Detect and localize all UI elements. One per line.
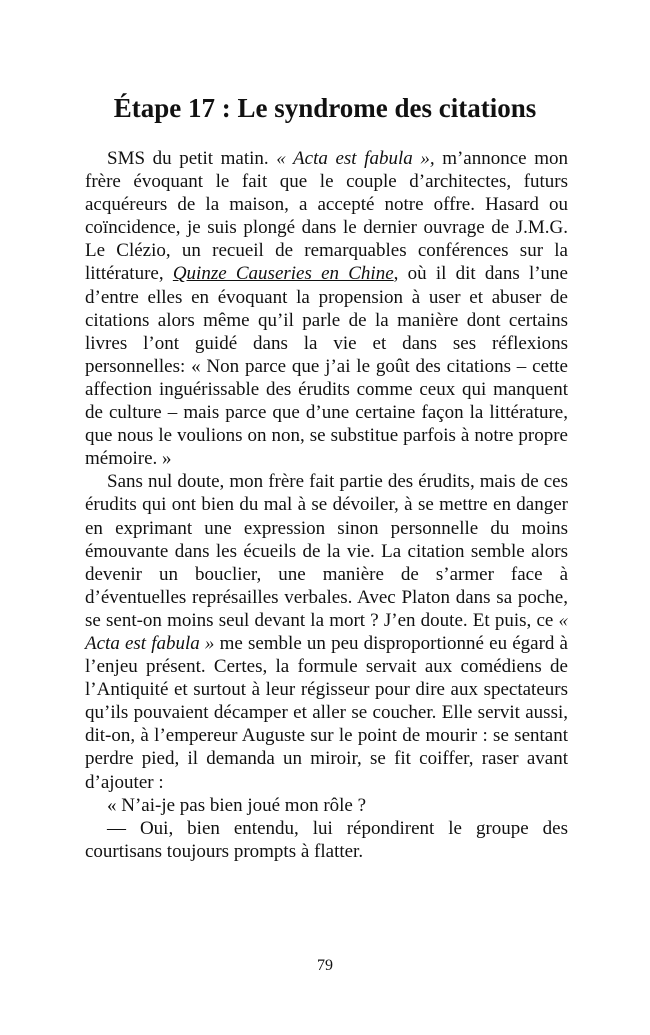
text-span: SMS du petit matin. <box>107 148 277 169</box>
body-text <box>85 147 568 863</box>
text-span: « N’ai-je pas bien joué mon rôle ? <box>107 794 367 816</box>
text-span: me semble un peu disproportionné eu égard à l’enjeu présent. Certes, la formule servait aux comédiens de l’Antiquité et surtout à leur régisseur pour dire aux spectateurs qu’ils pouvaient décamper et aller se coucher. Elle servit aussi, dit-on, à l’empereur Auguste sur le point de mourir : se sentant perdre pied, il demanda un miroir, se fit coiffer, raser avant d’ajouter : <box>85 632 568 793</box>
dialogue-line-2 <box>85 817 568 863</box>
text-span: — Oui, bien entendu, lui répondirent le groupe des courtisans toujours prompts à flatter. <box>85 817 568 862</box>
page-number: 79 <box>317 957 333 974</box>
text-span: m’annonce mon frère évoquant le fait que le couple d’architectes, futurs acquéreurs de la maison, a accepté notre offre. Hasard ou coïncidence, je suis plongé dans le dernier ouvrage de J.M.G. Le Clézio, un recueil de remarquables conférences sur la littérature, <box>85 148 568 285</box>
paragraph-2 <box>85 470 568 793</box>
text-span: Sans nul doute, mon frère fait partie des érudits, mais de ces érudits qui ont bien du mal à se dévoiler, à se mettre en danger en exprimant une expression sinon personnelle du moins émouvante dans les écueils de la vie. La citation semble alors devenir un bouclier, une manière de s’armer face à d’éventuelles représailles verbales. Avec Platon dans sa poche, se sent-on moins seul devant la mort ? J’en doute. Et puis, ce <box>85 471 568 631</box>
paragraph-1 <box>85 147 568 470</box>
latin-quote: « Acta est fabula » <box>85 609 568 654</box>
latin-quote: « Acta est fabula », <box>276 148 435 169</box>
chapter-title: Étape 17 : Le syndrome des citations <box>113 93 537 123</box>
book-title: Quinze Causeries en Chine <box>172 263 394 285</box>
text-span: , où il dit dans l’une d’entre elles en évoquant la propension à user et abuser de citations alors même qu’il parle de la manière dont certains livres l’ont guidé dans la vie et dans ses réflexions personnelles: « Non parce que j’ai le goût des citations – cette affection inguérissable des érudits comme ceux qui manquent de culture – mais parce que d’une certaine façon la littérature, que nous le voulions on non, se substitue parfois à notre propre mémoire. » <box>85 263 568 470</box>
dialogue-line-1 <box>85 794 568 817</box>
